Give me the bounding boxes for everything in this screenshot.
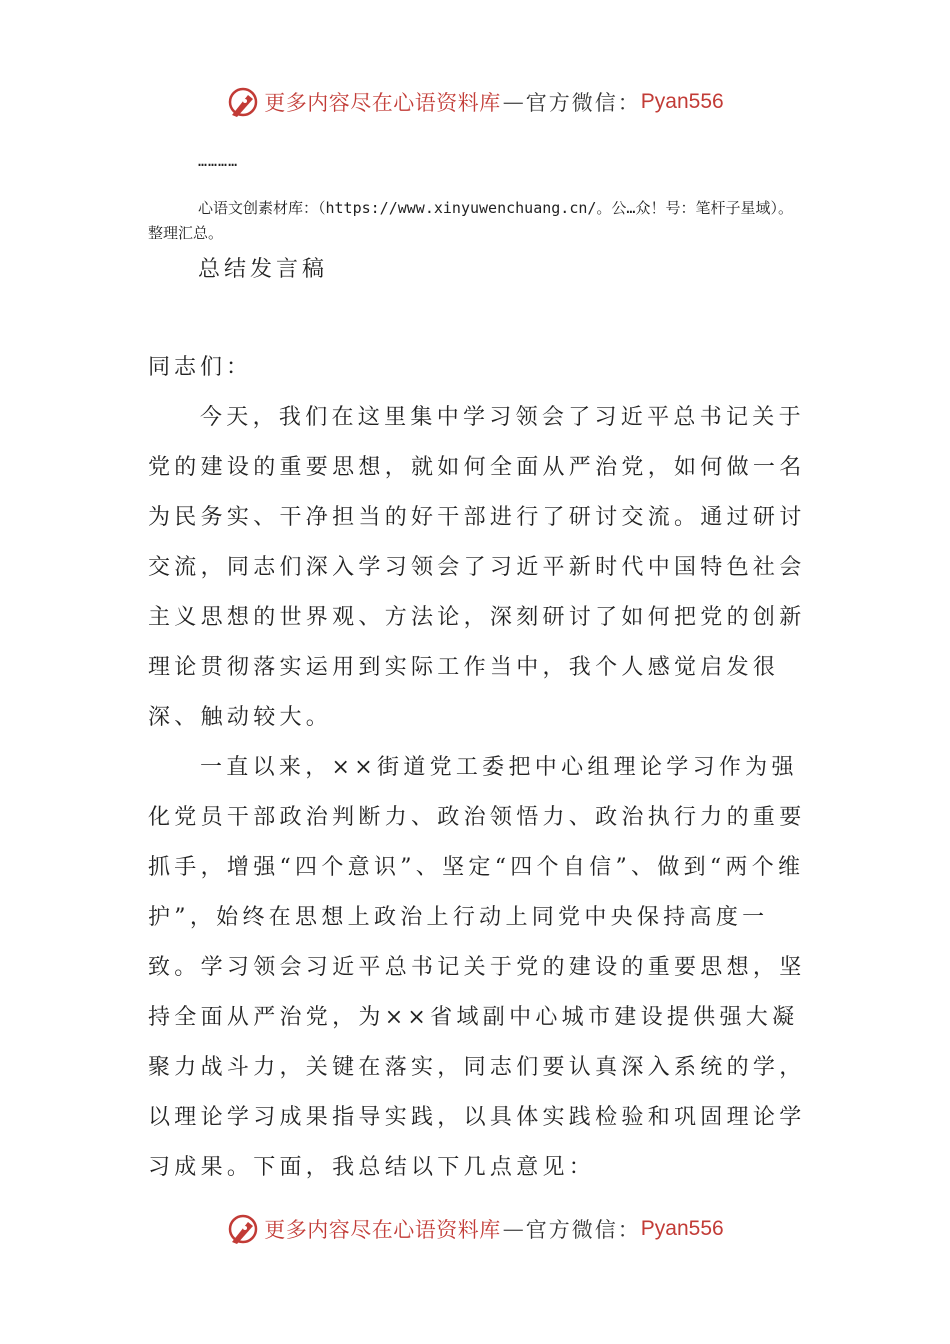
document-title: 总结发言稿 — [198, 257, 329, 282]
salutation: 同志们： — [148, 355, 253, 380]
top-watermark-banner — [0, 82, 950, 122]
pen-nib-logo-icon — [226, 1212, 260, 1246]
banner-text: 更多内容尽在心语资料库 — [264, 1218, 501, 1242]
pen-nib-logo-icon — [226, 85, 260, 119]
banner-dash: — — [502, 1217, 524, 1241]
banner-wechat-label: 官方微信： — [525, 1218, 641, 1242]
source-note: 心语文创素材库：（https://www.xinyuwenchuang.cn/。公…众！号：笔杆子星域）。整理汇总。 — [148, 199, 793, 242]
bottom-watermark-banner — [0, 1209, 950, 1249]
paragraph: 一直以来，××街道党工委把中心组理论学习作为强化党员干部政治判断力、政治领悟力、政治执行力的重要抓手，增强“四个意识”、坚定“四个自信”、做到“两个维护”，始终在思想上政治上行动上同党中央保持高度一致。学习领会习近平总书记关于党的建设的重要思想，坚持全面从严治党，为××省域副中心城市建设提供强大凝聚力战斗力，关键在落实，同志们要认真深入系统的学，以理论学习成果指导实践，以具体实践检验和巩固理论学习成果。下面，我总结以下几点意见： — [148, 755, 806, 1180]
ellipsis-dots: ………… — [198, 152, 239, 170]
banner-wechat-label: 官方微信： — [525, 91, 641, 115]
banner-dash: — — [502, 90, 524, 114]
banner-wechat-id: Pyan556 — [640, 1217, 724, 1240]
banner-wechat-id: Pyan556 — [640, 90, 724, 113]
document-body — [148, 393, 813, 1193]
paragraph: 今天，我们在这里集中学习领会了习近平总书记关于党的建设的重要思想，就如何全面从严治党，如何做一名为民务实、干净担当的好干部进行了研讨交流。通过研讨交流，同志们深入学习领会了习近平新时代中国特色社会主义思想的世界观、方法论，深刻研讨了如何把党的创新理论贯彻落实运用到实际工作当中，我个人感觉启发很深、触动较大。 — [148, 405, 806, 730]
banner-text: 更多内容尽在心语资料库 — [264, 91, 501, 115]
